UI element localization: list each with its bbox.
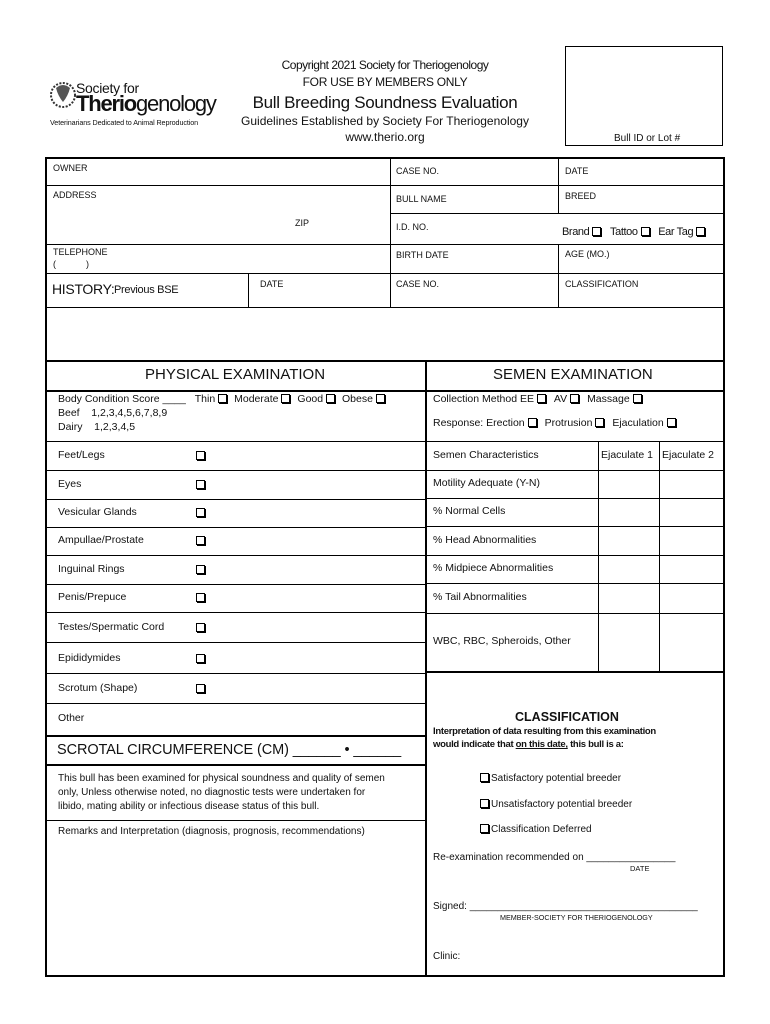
physical-item-checkbox[interactable] — [196, 480, 205, 489]
physical-item-label: Scrotum (Shape) — [58, 682, 138, 694]
semen-row-label: Motility Adequate (Y-N) — [433, 477, 540, 489]
classification-heading: CLASSIFICATION — [515, 710, 619, 724]
statement-line-2: only, Unless otherwise noted, no diagnostic tests were undertaken for — [58, 787, 366, 798]
erection-checkbox[interactable] — [528, 418, 537, 427]
ejaculate-2-cell[interactable] — [660, 527, 724, 555]
bull-head-icon — [48, 78, 78, 114]
ear-tag-label: Ear Tag — [658, 226, 694, 238]
zip-label[interactable]: ZIP — [295, 218, 310, 228]
physical-item-label: Feet/Legs — [58, 449, 105, 461]
ear-tag-checkbox[interactable] — [696, 227, 705, 236]
ejaculate-1-cell[interactable] — [599, 527, 659, 555]
physical-item-label: Testes/Spermatic Cord — [58, 621, 165, 633]
physical-item-checkbox[interactable] — [196, 565, 205, 574]
history-classification-label[interactable]: CLASSIFICATION — [565, 279, 639, 289]
thin-checkbox[interactable] — [218, 394, 227, 403]
owner-label[interactable]: OWNER — [53, 163, 88, 173]
date-label[interactable]: DATE — [565, 166, 589, 176]
deferred-option: Classification Deferred — [477, 824, 592, 835]
semen-exam-heading: SEMEN EXAMINATION — [493, 366, 653, 383]
other-label[interactable]: Other — [58, 712, 85, 724]
ejaculate-2-cell[interactable] — [660, 614, 724, 671]
ejaculate-1-cell[interactable] — [599, 499, 659, 526]
address-label[interactable]: ADDRESS — [53, 190, 97, 200]
physical-item-label: Epididymides — [58, 652, 121, 664]
ejaculate-1-cell[interactable] — [599, 471, 659, 498]
dairy-scale: Dairy 1,2,3,4,5 — [58, 421, 136, 433]
ejaculate-1-header: Ejaculate 1 — [601, 449, 653, 461]
semen-row-label: % Head Abnormalities — [433, 534, 537, 546]
members-only-text: FOR USE BY MEMBERS ONLY — [302, 75, 468, 89]
ejaculate-1-cell[interactable] — [599, 614, 659, 671]
good-checkbox[interactable] — [326, 394, 335, 403]
physical-item-label: Inguinal Rings — [58, 563, 125, 575]
obese-checkbox[interactable] — [376, 394, 385, 403]
physical-item-checkbox[interactable] — [196, 654, 205, 663]
history-date-label[interactable]: DATE — [260, 279, 284, 289]
deferred-checkbox[interactable] — [480, 824, 489, 833]
ejaculation-checkbox[interactable] — [667, 418, 676, 427]
physical-item-label: Ampullae/Prostate — [58, 534, 144, 546]
semen-row-label: % Midpiece Abnormalities — [433, 562, 554, 574]
remarks-label[interactable]: Remarks and Interpretation (diagnosis, prognosis, recommendations) — [58, 826, 365, 837]
av-checkbox[interactable] — [570, 394, 579, 403]
beef-scale: Beef 1,2,3,4,5,6,7,8,9 — [58, 407, 168, 419]
semen-row-label: WBC, RBC, Spheroids, Other — [433, 635, 571, 647]
age-label[interactable]: AGE (MO.) — [565, 249, 610, 259]
reexam-line[interactable]: Re-examination recommended on ________________ — [433, 852, 676, 863]
satisfactory-option: Satisfactory potential breeder — [477, 773, 621, 784]
brand-label: Brand — [562, 226, 590, 238]
tattoo-checkbox[interactable] — [641, 227, 650, 236]
ejaculate-1-cell[interactable] — [599, 584, 659, 613]
semen-row-label: % Tail Abnormalities — [433, 591, 527, 603]
member-label: MEMBER-SOCIETY FOR THERIOGENOLOGY — [500, 913, 653, 922]
ee-checkbox[interactable] — [537, 394, 546, 403]
copyright-text: Copyright 2021 Society for Theriogenology — [281, 58, 489, 72]
previous-bse-label: Previous BSE — [114, 284, 179, 296]
case-no-label[interactable]: CASE NO. — [396, 166, 440, 176]
ejaculate-2-cell[interactable] — [660, 471, 724, 498]
physical-item-checkbox[interactable] — [196, 536, 205, 545]
reexam-date-label: DATE — [630, 864, 650, 873]
website-text: www.therio.org — [345, 130, 425, 144]
unsatisfactory-checkbox[interactable] — [480, 799, 489, 808]
body-condition-score: Body Condition Score ____ Thin Moderate Good Obese — [58, 393, 387, 405]
ejaculate-2-header: Ejaculate 2 — [662, 449, 714, 461]
logo-genology: genology — [136, 91, 216, 116]
id-no-label[interactable]: I.D. NO. — [396, 222, 429, 232]
header-center — [225, 58, 545, 148]
ejaculate-2-cell[interactable] — [660, 556, 724, 583]
statement-line-3: libido, mating ability or infectious disease status of this bull. — [58, 801, 320, 812]
form-subtitle: Guidelines Established by Society For Theriogenology — [241, 114, 529, 128]
physical-item-checkbox[interactable] — [196, 508, 205, 517]
ejaculate-2-cell[interactable] — [660, 584, 724, 613]
brand-checkbox[interactable] — [592, 227, 601, 236]
breed-label[interactable]: BREED — [565, 191, 597, 201]
form-title: Bull Breeding Soundness Evaluation — [252, 93, 518, 112]
clinic-label[interactable]: Clinic: — [433, 951, 461, 962]
statement-line-1: This bull has been examined for physical soundness and quality of semen — [58, 773, 385, 784]
center-divider — [425, 361, 427, 671]
scrotal-circumference[interactable]: SCROTAL CIRCUMFERENCE (CM) ______ • ______ — [57, 742, 402, 758]
response-row: Response: Erection Protrusion Ejaculation — [433, 417, 678, 429]
massage-checkbox[interactable] — [633, 394, 642, 403]
telephone-label[interactable]: TELEPHONE — [53, 247, 108, 257]
ejaculate-1-cell[interactable] — [599, 556, 659, 583]
physical-item-checkbox[interactable] — [196, 623, 205, 632]
bull-id-box[interactable] — [565, 46, 723, 146]
interpretation-line-2: would indicate that on this date, this bull is a: — [433, 739, 624, 750]
phone-paren: ( ) — [53, 259, 89, 269]
unsatisfactory-option: Unsatisfactory potential breeder — [477, 799, 632, 810]
physical-item-label: Penis/Prepuce — [58, 591, 127, 603]
physical-item-checkbox[interactable] — [196, 451, 205, 460]
ejaculate-2-cell[interactable] — [660, 499, 724, 526]
protrusion-checkbox[interactable] — [595, 418, 604, 427]
logo-line1: Society for — [76, 80, 139, 96]
history-label: HISTORY: — [52, 281, 115, 297]
physical-item-checkbox[interactable] — [196, 684, 205, 693]
physical-exam-heading: PHYSICAL EXAMINATION — [145, 366, 326, 383]
physical-item-label: Vesicular Glands — [58, 506, 137, 518]
physical-item-label: Eyes — [58, 478, 82, 490]
history-case-no-label[interactable]: CASE NO. — [396, 279, 440, 289]
bull-name-label[interactable]: BULL NAME — [396, 194, 447, 204]
semen-characteristics-label: Semen Characteristics — [433, 449, 539, 461]
id-type-checkboxes — [562, 226, 707, 238]
interpretation-line-1: Interpretation of data resulting from this examination — [433, 726, 656, 737]
satisfactory-checkbox[interactable] — [480, 773, 489, 782]
moderate-checkbox[interactable] — [281, 394, 290, 403]
signed-line[interactable]: Signed: _________________________________________ — [433, 901, 698, 912]
collection-method: Collection Method EE AV Massage — [433, 393, 644, 405]
logo-tagline: Veterinarians Dedicated to Animal Reproduction — [50, 118, 199, 127]
birth-date-label[interactable]: BIRTH DATE — [396, 250, 449, 260]
logo-therio: Therio — [76, 91, 137, 116]
logo — [48, 78, 218, 134]
tattoo-label: Tattoo — [610, 226, 638, 238]
bull-id-label: Bull ID or Lot # — [614, 133, 681, 144]
semen-row-label: % Normal Cells — [433, 505, 506, 517]
physical-item-checkbox[interactable] — [196, 593, 205, 602]
